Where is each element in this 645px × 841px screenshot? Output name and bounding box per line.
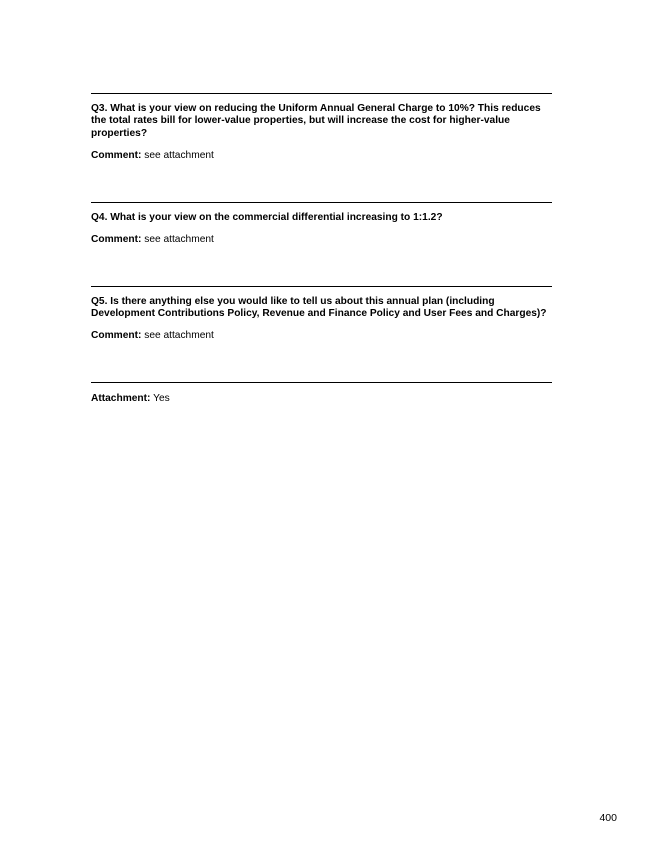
question-block-q4 xyxy=(91,212,556,245)
question-block-q5 xyxy=(91,296,556,341)
comment-line xyxy=(91,330,214,342)
comment-value: see attachment xyxy=(144,330,214,341)
question-text: Q3. What is your view on reducing the Uniform Annual General Charge to 10%? This reduces the total rates bill for lower-value properties, but will increase the cost for higher-value properties? xyxy=(91,103,541,139)
divider xyxy=(91,93,552,94)
comment-label: Comment: xyxy=(91,330,142,341)
question-text: Q4. What is your view on the commercial differential increasing to 1:1.2? xyxy=(91,212,443,223)
question-text: Q5. Is there anything else you would like to tell us about this annual plan (including Development Contributions Policy, Revenue and Finance Policy and User Fees and Charges)? xyxy=(91,296,547,320)
divider xyxy=(91,382,552,383)
attachment-line xyxy=(91,393,170,405)
comment-value: see attachment xyxy=(144,150,214,161)
comment-label: Comment: xyxy=(91,150,142,161)
divider xyxy=(91,286,552,287)
comment-line xyxy=(91,234,214,246)
attachment-value: Yes xyxy=(153,393,170,404)
comment-value: see attachment xyxy=(144,234,214,245)
divider xyxy=(91,202,552,203)
question-block-q3 xyxy=(91,103,556,161)
comment-label: Comment: xyxy=(91,234,142,245)
page-number: 400 xyxy=(599,812,617,824)
attachment-label: Attachment: xyxy=(91,393,151,404)
comment-line xyxy=(91,150,214,162)
